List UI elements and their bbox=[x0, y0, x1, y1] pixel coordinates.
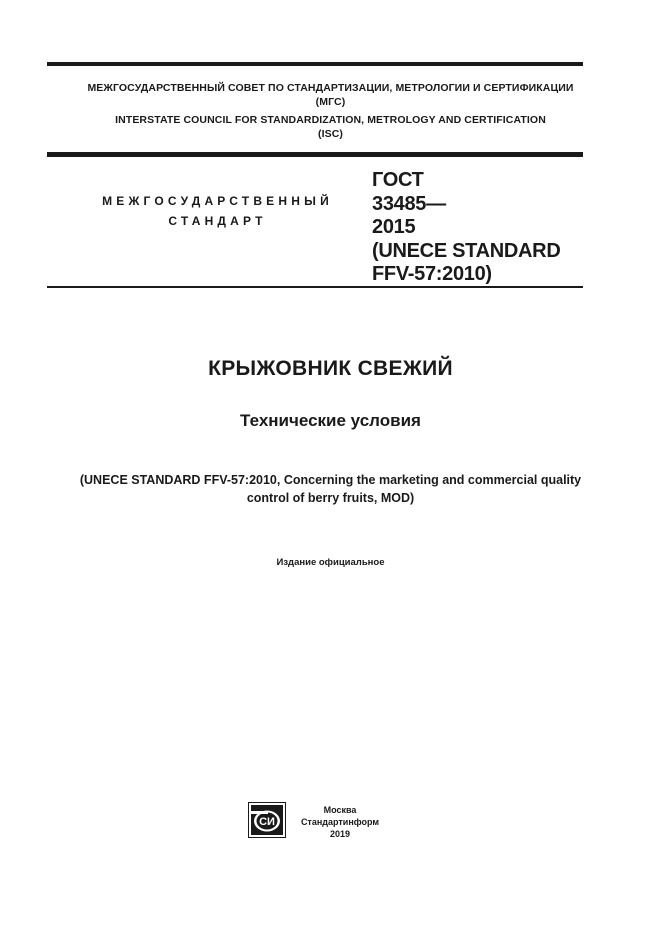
council-name-en bbox=[0, 113, 661, 141]
publisher-city: Москва bbox=[323, 805, 357, 815]
unece-reference-line1: (UNECE STANDARD FFV-57:2010, Concerning the marketing and commercial quality bbox=[79, 473, 582, 487]
designation-bottom-rule bbox=[47, 286, 583, 288]
header-bottom-rule bbox=[47, 152, 583, 157]
publisher-year: 2019 bbox=[329, 829, 351, 839]
document-subtitle: Технические условия bbox=[240, 411, 421, 430]
designation-unece-code: FFV-57:2010) bbox=[372, 263, 492, 285]
publisher-info bbox=[293, 804, 387, 840]
designation-number: 33485— bbox=[372, 192, 446, 215]
document-title: КРЫЖОВНИК СВЕЖИЙ bbox=[208, 357, 453, 380]
logo-text: СИ bbox=[259, 816, 275, 828]
council-name-en-line1: INTERSTATE COUNCIL FOR STANDARDIZATION, METROLOGY AND CERTIFICATION bbox=[115, 114, 546, 126]
standard-type-line1: МЕЖГОСУДАРСТВЕННЫЙ bbox=[102, 194, 333, 208]
council-name-ru bbox=[0, 81, 661, 109]
council-name-en-abbr: (ISC) bbox=[318, 128, 343, 140]
standard-type-line2: СТАНДАРТ bbox=[168, 214, 267, 228]
unece-reference bbox=[0, 471, 661, 507]
publisher-name: Стандартинформ bbox=[300, 817, 380, 827]
designation-gost: ГОСТ bbox=[372, 169, 424, 191]
standard-designation bbox=[372, 169, 592, 287]
council-name-ru-abbr: (МГС) bbox=[315, 96, 346, 108]
top-rule bbox=[47, 62, 583, 66]
standartinform-logo-icon bbox=[248, 802, 286, 838]
designation-unece: (UNECE STANDARD bbox=[372, 239, 561, 262]
unece-reference-line2: control of berry fruits, MOD) bbox=[246, 491, 415, 505]
designation-year: 2015 bbox=[372, 216, 416, 238]
council-name-ru-line1: МЕЖГОСУДАРСТВЕННЫЙ СОВЕТ ПО СТАНДАРТИЗАЦИИ, МЕТРОЛОГИИ И СЕРТИФИКАЦИИ bbox=[87, 82, 574, 94]
standard-type bbox=[95, 191, 340, 231]
edition-label: Издание официальное bbox=[276, 557, 385, 568]
